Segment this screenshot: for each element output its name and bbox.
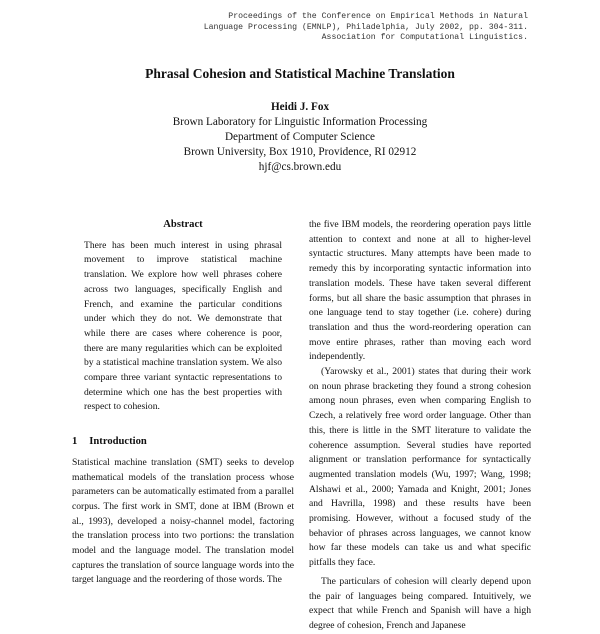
intro-paragraph: Statistical machine translation (SMT) seeks to develop mathematical models of the translation process whose parameters can be automatically estimated from a parallel corpus. The first work in SMT, done at IBM (Brown et al., 1993), developed a noisy-channel model, factoring the translation process into two portions: the translation model and the language model. The translation model captures the translation of source language words into the target language and the reordering of those words. The <box>72 456 294 586</box>
header-line: Language Processing (EMNLP), Philadelphia, July 2002, pp. 304-311. <box>203 22 528 32</box>
author-name: Heidi J. Fox <box>270 101 330 113</box>
paper-title: Phrasal Cohesion and Statistical Machine Translation <box>145 66 455 81</box>
author-department: Department of Computer Science <box>224 131 376 143</box>
author-affiliation: Brown Laboratory for Linguistic Information Processing <box>172 116 428 128</box>
body-paragraph: The particulars of cohesion will clearly depend upon the pair of languages being compared. Intuitively, we expect that while French and Spanish will have a high degree of cohesion, French and Japanese <box>309 575 531 631</box>
header-line: Proceedings of the Conference on Empirical Methods in Natural <box>228 12 528 21</box>
section-heading <box>72 435 294 450</box>
header-line: Association for Computational Linguistics. <box>321 33 528 43</box>
section-number: 1 <box>72 436 78 448</box>
author-address: Brown University, Box 1910, Providence, RI 02912 <box>183 146 417 158</box>
author-email: hjf@cs.brown.edu <box>258 161 342 173</box>
section-title: Introduction <box>89 436 147 448</box>
left-column <box>72 218 294 588</box>
body-paragraph: (Yarowsky et al., 2001) states that during their work on noun phrase bracketing they found a strong cohesion among noun phrases, even when comparing English to Czech, a relatively free word order language. Other than this, there is little in the SMT literature to validate the coherence assumption. Several studies have reported alignment or translation performance for syntactically augmented translation models (Wu, 1997; Wang, 1998; Alshawi et al., 2000; Yamada and Knight, 2001; Jones and Havrilla, 1998) and these results have been promising. However, without a focused study of the behavior of phrases across languages, we cannot know how far these models can take us and what specific pitfalls they face. <box>309 366 531 569</box>
right-column <box>309 218 531 634</box>
abstract-heading: Abstract <box>163 219 203 230</box>
abstract-text: There has been much interest in using phrasal movement to improve statistical machine translation. We explore how well phrases cohere across two languages, specifically English and French, and examine the particular conditions under which they do not. We demonstrate that while there are cases where coherence is poor, there are many regularities which can be exploited by a statistical machine translation system. We also compare three variant syntactic representations to determine which one has the best properties with respect to cohesion. <box>84 239 282 413</box>
author-block <box>0 100 600 175</box>
body-paragraph: the five IBM models, the reordering operation pays little attention to context and none at all to higher-level syntactic structures. Many attempts have been made to remedy this by incorporating syntactic information into translation models. These have taken several different forms, but all share the basic assumption that phrases in one language tend to stay together (i.e. cohere) during translation and thus the word-reordering operation can move entire phrases, rather than moving each word independently. <box>309 219 531 363</box>
proceedings-header <box>204 12 528 44</box>
